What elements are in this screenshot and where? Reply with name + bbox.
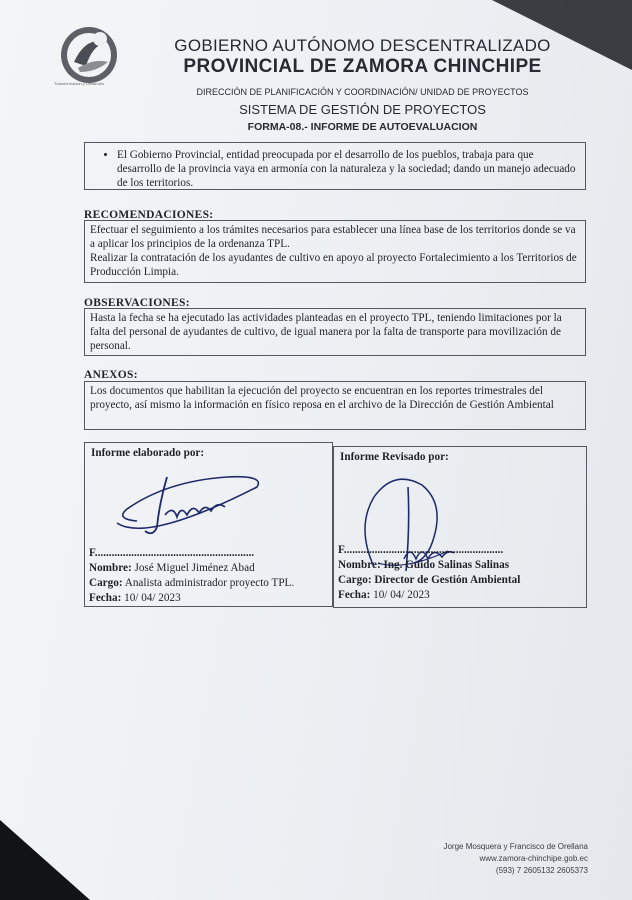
footer-address: Jorge Mosquera y Francisco de Orellana — [443, 842, 588, 851]
revisado-fecha: Fecha: 10/ 04/ 2023 — [338, 589, 430, 601]
elaborado-f-line: F......................................................... — [89, 547, 255, 559]
revisado-f-line: F......................................................... — [338, 544, 504, 556]
elaborado-title: Informe elaborado por: — [91, 447, 205, 459]
elaborado-nombre: Nombre: José Miguel Jiménez Abad — [89, 562, 255, 574]
corner-shadow-bottom — [0, 820, 90, 900]
elaborado-signature-icon — [107, 465, 267, 543]
recomendacion-2: Realizar la contratación de los ayudantes de cultivo en apoyo al proyecto Fortalecimiento a los Territorios de Producción Limpia. — [90, 252, 577, 278]
footer-phone: (593) 7 2605132 2605373 — [495, 866, 588, 875]
recomendacion-1: Efectuar el seguimiento a los trámites necesarios para establecer una línea base de los territorios donde se va a aplicar los principios de la ordenanza TPL. — [90, 224, 576, 250]
header-department: DIRECCIÓN DE PLANIFICACIÓN Y COORDINACIÓN/ UNIDAD DE PROYECTOS — [196, 87, 529, 97]
revisado-nombre: Nombre: Ing. Guido Salinas Salinas — [338, 559, 510, 571]
header-system: SISTEMA DE GESTIÓN DE PROYECTOS — [239, 102, 486, 117]
footer-web: www.zamora-chinchipe.gob.ec — [479, 854, 588, 863]
elaborado-signature-box — [84, 442, 333, 607]
form-title: FORMA-08.- INFORME DE AUTOEVALUACION — [247, 121, 478, 133]
anexos-box — [84, 381, 586, 430]
observaciones-box — [84, 308, 586, 356]
intro-bullet: • El Gobierno Provincial, entidad preocupada por el desarrollo de los pueblos, trabaja para que desarrollo de la provincia vaya en armonía con la naturaleza y la sociedad; dando un manejo adecuado de los territorios. — [117, 148, 579, 190]
revisado-cargo: Cargo: Director de Gestión Ambiental — [338, 574, 521, 586]
intro-box — [84, 142, 586, 190]
elaborado-cargo: Cargo: Analista administrador proyecto TPL. — [89, 577, 295, 589]
logo-caption: Transformacion y Desarrollo — [54, 81, 105, 86]
footer-contact — [443, 841, 588, 877]
recomendaciones-box — [84, 220, 586, 283]
revisado-signature-box — [333, 446, 587, 608]
observacion-text: Hasta la fecha se ha ejecutado las actividades planteadas en el proyecto TPL, teniendo limitaciones por la falta del personal de ayudantes de cultivo, de igual manera por la falta de transporte para movilización de personal. — [90, 312, 562, 352]
observaciones-heading: OBSERVACIONES: — [84, 297, 190, 309]
provincial-logo-icon — [56, 22, 122, 88]
revisado-title: Informe Revisado por: — [340, 451, 449, 463]
header-line-2: PROVINCIAL DE ZAMORA CHINCHIPE — [183, 56, 542, 77]
elaborado-fecha: Fecha: 10/ 04/ 2023 — [89, 592, 181, 604]
anexos-text: Los documentos que habilitan la ejecución del proyecto se encuentran en los reportes trimestrales del proyecto, así mismo la información en físico reposa en el archivo de la Dirección de Gestión Ambiental — [90, 385, 554, 411]
recomendaciones-heading: RECOMENDACIONES: — [84, 209, 214, 221]
anexos-heading: ANEXOS: — [84, 369, 138, 381]
header-line-1: GOBIERNO AUTÓNOMO DESCENTRALIZADO — [174, 36, 551, 55]
